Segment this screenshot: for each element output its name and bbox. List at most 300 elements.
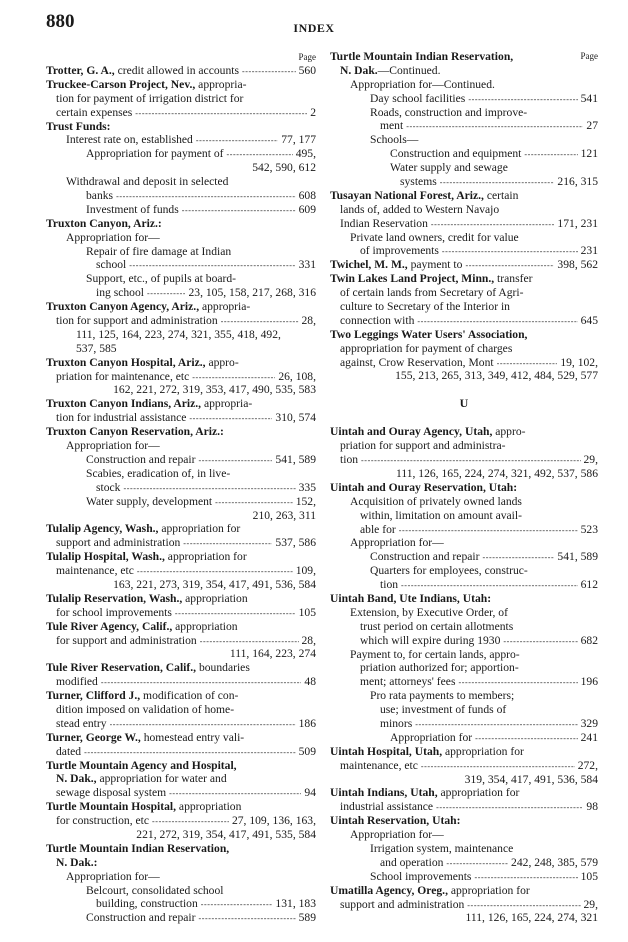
entry-text <box>56 786 166 800</box>
index-line <box>330 439 598 453</box>
index-line <box>46 772 316 786</box>
entry-text <box>350 536 444 549</box>
index-line <box>330 481 598 495</box>
entry-subtext: Extension, by Executive Order, of <box>350 605 508 619</box>
entry-subtext: appropriation for <box>442 744 524 758</box>
entry-text <box>66 231 160 244</box>
index-line <box>330 620 598 634</box>
page-column-label: Page <box>580 51 598 61</box>
index-line <box>330 203 598 217</box>
entry-text <box>56 717 107 731</box>
entry-text <box>46 356 239 369</box>
entry-text <box>56 814 149 828</box>
entry-subtext: Schools— <box>370 133 419 147</box>
index-line <box>46 759 316 773</box>
index-line <box>330 231 598 245</box>
page-reference: 186 <box>298 716 316 730</box>
entry-heading: Uintah and Ouray Reservation, Utah: <box>330 480 518 494</box>
entry-subtext: priation authorized for; apportion- <box>360 661 519 675</box>
index-line <box>46 578 316 592</box>
entry-text <box>46 300 250 313</box>
entry-text <box>390 147 521 161</box>
index-line <box>46 92 316 106</box>
entry-subtext: priation for maintenance, etc <box>56 369 190 383</box>
entry-heading: Tulalip Hospital, Wash., <box>46 550 165 564</box>
index-line <box>330 634 598 648</box>
entry-heading: Twin Lakes Land Project, Minn., <box>330 272 495 286</box>
index-line <box>46 203 316 217</box>
leader-dots <box>226 147 292 161</box>
entry-heading: Uintah and Ouray Agency, Utah, <box>330 425 493 439</box>
entry-text <box>370 564 528 577</box>
entry-text <box>370 106 527 119</box>
entry-text <box>56 675 98 689</box>
leader-dots <box>175 606 296 620</box>
entry-text <box>96 258 126 272</box>
page-reference: 19, 102, <box>560 355 598 369</box>
entry-heading: Uintah Reservation, Utah: <box>330 814 461 828</box>
page-reference: 109, <box>295 564 316 578</box>
leader-dots <box>440 175 555 189</box>
index-line <box>330 773 598 787</box>
index-line <box>330 244 598 258</box>
entry-text <box>330 258 462 272</box>
index-line <box>330 175 598 189</box>
entry-text <box>46 842 229 855</box>
entry-heading: Tule River Agency, Calif., <box>46 619 173 633</box>
index-line <box>46 120 316 134</box>
entry-heading: Uintah Hospital, Utah, <box>330 744 443 758</box>
entry-heading: Tulalip Agency, Wash., <box>46 522 159 536</box>
index-line <box>46 342 316 356</box>
leader-dots <box>415 717 577 731</box>
index-line <box>330 328 598 342</box>
entry-subtext: for school improvements <box>56 605 172 619</box>
entry-text <box>340 439 506 452</box>
index-line <box>330 300 598 314</box>
leader-dots <box>436 800 583 814</box>
entry-subtext: appropriation for water and <box>96 772 227 786</box>
index-line <box>46 897 316 911</box>
entry-text <box>350 648 520 661</box>
page-references: 155, 213, 265, 313, 349, 412, 484, 529, 577 <box>395 369 598 383</box>
entry-text <box>370 550 479 564</box>
entry-text <box>56 745 81 759</box>
entry-heading: Tulalip Reservation, Wash., <box>46 591 183 605</box>
entry-heading: Turtle Mountain Indian Reservation, <box>330 50 514 63</box>
entry-subtext: tion for support and administration <box>56 314 218 328</box>
index-line <box>46 647 316 661</box>
entry-text <box>96 897 198 911</box>
index-line <box>46 231 316 245</box>
entry-subtext: Repair of fire damage at Indian <box>86 244 232 258</box>
entry-text <box>46 217 162 230</box>
page-references: 163, 221, 273, 319, 354, 417, 491, 536, 584 <box>113 577 316 591</box>
index-line <box>330 828 598 842</box>
running-head: INDEX <box>293 21 335 35</box>
entry-text <box>96 481 120 495</box>
entry-text <box>96 286 144 300</box>
entry-subtext: appropriation for <box>164 550 247 564</box>
entry-text <box>86 495 212 509</box>
index-line <box>46 314 316 328</box>
index-line <box>46 300 316 314</box>
index-line <box>46 481 316 495</box>
entry-text <box>46 64 239 78</box>
entry-text <box>46 397 252 410</box>
index-line <box>330 745 598 759</box>
entry-subtext: within, limitation on amount avail- <box>360 508 522 522</box>
index-line <box>330 50 598 64</box>
entry-heading: N. Dak., <box>56 772 97 786</box>
entry-text <box>350 828 444 841</box>
leader-dots <box>137 564 293 578</box>
index-line <box>330 856 598 870</box>
entry-heading: Uintah Band, Ute Indians, Utah: <box>330 591 492 605</box>
entry-subtext: Appropriation for payment of <box>86 147 224 161</box>
entry-text <box>360 509 522 522</box>
entry-text <box>46 759 237 772</box>
index-line <box>46 661 316 675</box>
entry-subtext: tion <box>340 453 359 467</box>
entry-subtext: culture to Secretary of the Interior in <box>340 300 510 314</box>
page-reference: 2 <box>310 105 316 119</box>
page-reference: 329 <box>580 716 598 730</box>
entry-text <box>340 356 494 370</box>
entry-subtext: Water supply, development <box>86 494 213 508</box>
entry-text <box>86 147 223 161</box>
leader-dots <box>417 314 577 328</box>
leader-dots <box>84 745 296 759</box>
entry-subtext: of certain lands from Secretary of Agri- <box>340 286 524 300</box>
leader-dots <box>406 119 583 133</box>
entry-subtext: 537, 585 <box>76 341 117 355</box>
entry-subtext: trust period on certain allotments <box>360 619 514 633</box>
entry-subtext: tion <box>380 578 399 592</box>
entry-text <box>340 800 433 814</box>
index-line <box>330 898 598 912</box>
entry-heading: Turtle Mountain Agency and Hospital, <box>46 758 237 772</box>
entry-subtext: Construction and repair <box>86 452 196 466</box>
leader-dots <box>110 717 296 731</box>
entry-text <box>86 467 230 480</box>
entry-text <box>56 411 186 425</box>
entry-subtext: appropriation for payment of charges <box>340 341 513 355</box>
page-reference: 272, <box>577 758 598 772</box>
entry-subtext: connection with <box>340 313 415 327</box>
entry-text <box>390 161 508 174</box>
entry-text <box>86 272 236 285</box>
entry-text <box>76 342 117 355</box>
entry-subtext: 111, 125, 164, 223, 274, 321, 355, 418, 492, <box>76 327 281 341</box>
page-references: 542, 590, 612 <box>252 161 316 175</box>
entry-subtext: boundaries <box>196 661 250 675</box>
page-references: 111, 126, 165, 224, 274, 321, 492, 537, 586 <box>395 466 598 480</box>
entry-text <box>350 606 508 619</box>
entry-text <box>340 286 524 299</box>
entry-subtext: payment to <box>407 258 463 272</box>
index-line <box>46 495 316 509</box>
entry-text <box>400 175 437 189</box>
left-column <box>46 50 316 925</box>
index-line <box>46 745 316 759</box>
entry-text <box>56 536 180 550</box>
entry-heading: Trotter, G. A., <box>46 64 115 77</box>
leader-dots <box>474 870 577 884</box>
entry-subtext: able for <box>360 522 396 536</box>
leader-dots <box>467 898 580 912</box>
leader-dots <box>221 314 299 328</box>
index-line <box>330 509 598 523</box>
entry-subtext: tion for payment of irrigation district for <box>56 91 244 105</box>
entry-subtext: Withdrawal and deposit in selected <box>66 175 229 189</box>
index-line <box>330 161 598 175</box>
entry-text <box>56 856 98 869</box>
index-line <box>46 509 316 523</box>
entry-subtext: appro- <box>205 355 239 369</box>
index-line <box>46 606 316 620</box>
leader-dots <box>189 411 272 425</box>
index-line <box>330 78 598 92</box>
page-reference: 495, <box>295 147 316 161</box>
entry-subtext: Appropriation for <box>390 730 473 744</box>
entry-subtext: sewage disposal system <box>56 786 167 800</box>
index-line <box>330 578 598 592</box>
entry-text <box>46 731 244 744</box>
index-line <box>330 550 598 564</box>
entry-text <box>86 453 195 467</box>
entry-text <box>380 119 403 133</box>
leader-dots <box>215 495 293 509</box>
page-reference: 28, <box>301 314 316 328</box>
entry-subtext: homestead entry vali- <box>140 730 245 744</box>
entry-subtext: Payment to, for certain lands, appro- <box>350 647 520 661</box>
entry-text <box>370 92 465 106</box>
entry-heading: Uintah Indians, Utah, <box>330 786 438 800</box>
entry-subtext: Belcourt, consolidated school <box>86 883 224 897</box>
entry-text <box>390 731 472 745</box>
entry-heading: Twichel, M. M., <box>330 258 408 272</box>
entry-subtext: Quarters for employees, construc- <box>370 564 528 578</box>
entry-text <box>340 314 414 328</box>
leader-dots <box>524 147 577 161</box>
leader-dots <box>399 523 578 537</box>
leader-dots <box>196 133 278 147</box>
entry-heading: N. Dak. <box>340 63 378 77</box>
page-references: 221, 272, 319, 354, 417, 491, 535, 584 <box>136 827 316 841</box>
index-line <box>330 133 598 147</box>
entry-subtext: banks <box>86 189 114 203</box>
entry-subtext: appropria- <box>199 300 251 314</box>
entry-text <box>330 50 513 63</box>
page-reference: 27 <box>586 119 598 133</box>
leader-dots <box>497 356 558 370</box>
entry-subtext: Appropriation for— <box>66 230 160 244</box>
entry-subtext: Water supply and sewage <box>390 161 508 175</box>
entry-heading: Truxton Canyon Indians, Ariz., <box>46 397 202 411</box>
entry-subtext: support and administration <box>56 536 181 550</box>
entry-subtext: Support, etc., of pupils at board- <box>86 272 237 286</box>
entry-subtext: for construction, etc <box>56 814 150 828</box>
entry-subtext: for support and administration <box>56 633 197 647</box>
index-line <box>330 661 598 675</box>
entry-text <box>360 634 500 648</box>
page-reference: 131, 183 <box>275 897 316 911</box>
page-reference: 537, 586 <box>275 536 316 550</box>
index-line <box>46 522 316 536</box>
page-reference: 331 <box>298 258 316 272</box>
index-line <box>46 439 316 453</box>
entry-text <box>56 772 227 785</box>
entry-heading: Two Leggings Water Users' Association, <box>330 327 528 341</box>
entry-text <box>330 745 524 758</box>
entry-subtext: Day school facilities <box>370 91 466 105</box>
index-line <box>46 453 316 467</box>
index-line <box>46 467 316 481</box>
index-line <box>46 78 316 92</box>
right-column <box>330 50 598 925</box>
page-reference: 398, 562 <box>557 258 598 272</box>
entry-text <box>46 120 111 133</box>
index-line <box>46 258 316 272</box>
index-line <box>46 592 316 606</box>
entry-heading: Truxton Canyon Hospital, Ariz., <box>46 355 206 369</box>
entry-subtext: Interest rate on, established <box>66 133 193 147</box>
index-line <box>330 453 598 467</box>
entry-text <box>46 78 246 91</box>
entry-text <box>56 314 218 328</box>
entry-heading: Trust Funds: <box>46 119 111 133</box>
page-reference: 98 <box>586 800 598 814</box>
entry-text <box>350 231 519 244</box>
page-references: 210, 263, 311 <box>252 508 316 522</box>
index-line <box>330 467 598 481</box>
page-reference: 541, 589 <box>557 550 598 564</box>
entry-text <box>340 217 428 231</box>
page-reference: 29, <box>583 897 598 911</box>
index-line <box>330 369 598 383</box>
entry-subtext: Appropriation for— <box>66 869 160 883</box>
entry-subtext: school <box>96 258 127 272</box>
page-reference: 509 <box>298 744 316 758</box>
entry-subtext: Appropriation for— <box>350 828 444 842</box>
index-line <box>330 189 598 203</box>
entry-subtext: Scabies, eradication of, in live- <box>86 466 231 480</box>
leader-dots <box>192 370 275 384</box>
leader-dots <box>401 578 578 592</box>
entry-text <box>86 203 179 217</box>
page-reference: 29, <box>583 453 598 467</box>
leader-dots <box>361 453 580 467</box>
index-line <box>46 550 316 564</box>
leader-dots <box>468 92 577 106</box>
entry-subtext: appropriation for <box>158 522 241 536</box>
index-line <box>46 675 316 689</box>
index-line <box>46 411 316 425</box>
entry-subtext: dated <box>56 744 82 758</box>
entry-text <box>66 439 160 452</box>
entry-subtext: Appropriation for—Continued. <box>350 77 495 91</box>
entry-heading: Turner, Clifford J., <box>46 689 141 703</box>
leader-dots <box>503 634 577 648</box>
page-reference: 231 <box>580 244 598 258</box>
page-reference: 310, 574 <box>275 411 316 425</box>
entry-text <box>350 78 495 91</box>
index-line <box>46 786 316 800</box>
entry-text <box>56 106 132 120</box>
leader-dots <box>198 453 272 467</box>
index-line <box>330 703 598 717</box>
page-reference: 541, 589 <box>275 452 316 466</box>
leader-dots <box>123 481 295 495</box>
entry-subtext: certain <box>483 188 519 202</box>
entry-text <box>330 425 526 438</box>
page-reference: 105 <box>298 605 316 619</box>
entry-text <box>380 578 398 592</box>
entry-subtext: which will expire during 1930 <box>360 633 501 647</box>
index-line <box>330 731 598 745</box>
entry-text <box>370 870 471 884</box>
entry-text <box>330 592 491 605</box>
leader-dots <box>169 786 301 800</box>
page-reference: 682 <box>580 633 598 647</box>
index-line <box>330 564 598 578</box>
leader-dots <box>458 675 577 689</box>
entry-subtext: appropriation for <box>437 786 520 800</box>
entry-text <box>360 661 519 674</box>
index-line <box>330 342 598 356</box>
entry-subtext: appropria- <box>195 77 247 91</box>
page-reference: 241 <box>580 730 598 744</box>
index-line <box>330 786 598 800</box>
entry-subtext: Construction and repair <box>86 911 196 925</box>
page-column-label: Page <box>298 52 316 62</box>
page-reference: 121 <box>580 147 598 161</box>
entry-subtext: appropriation for <box>447 883 530 897</box>
entry-subtext: Indian Reservation <box>340 216 428 230</box>
index-line <box>46 425 316 439</box>
entry-text <box>46 620 238 633</box>
entry-text <box>370 842 513 855</box>
entry-subtext: against, Crow Reservation, Mont <box>340 355 494 369</box>
page-reference: 171, 231 <box>557 216 598 230</box>
page-reference: 77, 177 <box>281 133 316 147</box>
index-line <box>330 119 598 133</box>
entry-text <box>46 689 238 702</box>
entry-subtext: ing school <box>96 286 144 300</box>
entry-text <box>56 634 197 648</box>
entry-subtext: modified <box>56 675 98 689</box>
index-line <box>46 370 316 384</box>
entry-heading: Umatilla Agency, Oreg., <box>330 883 448 897</box>
entry-subtext: Roads, construction and improve- <box>370 105 528 119</box>
entry-subtext: Construction and equipment <box>390 147 522 161</box>
leader-dots <box>183 536 272 550</box>
index-line <box>46 689 316 703</box>
index-line <box>330 147 598 161</box>
entry-heading: Turner, George W., <box>46 730 141 744</box>
index-line <box>330 800 598 814</box>
page-reference: 609 <box>298 202 316 216</box>
leader-dots <box>198 911 295 925</box>
leader-dots <box>446 856 508 870</box>
index-line <box>330 92 598 106</box>
entry-heading: Truxton Canyon Agency, Ariz., <box>46 300 200 314</box>
page-reference: 645 <box>580 313 598 327</box>
entry-subtext: appropriation <box>176 800 242 814</box>
page-reference: 152, <box>295 494 316 508</box>
page-reference: 523 <box>580 522 598 536</box>
